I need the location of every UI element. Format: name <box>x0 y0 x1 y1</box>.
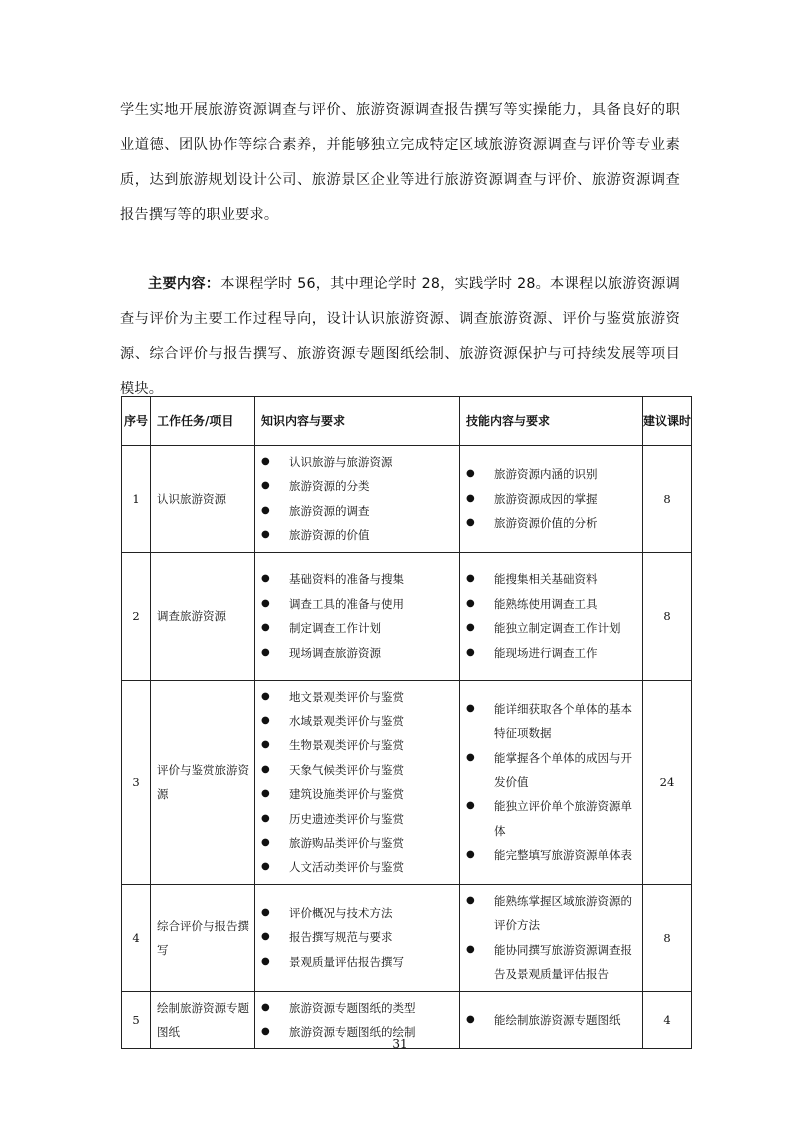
knowledge-item: ● 历史遗迹类评价与鉴赏 <box>261 807 459 831</box>
intro-paragraph: 学生实地开展旅游资源调查与评价、旅游资源调查报告撰写等实操能力，具备良好的职业道德、团队协作等综合素养，并能够独立完成特定区域旅游资源调查与评价等专业素质，达到旅游规划设计公司、旅游景区企业等进行旅游资源调查与评价、旅游资源调查报告撰写等的职业要求。 <box>120 102 680 223</box>
row-task: 认识旅游资源 <box>151 446 255 553</box>
table-header-row <box>122 397 692 446</box>
row-task: 绘制旅游资源专题图纸 <box>151 991 255 1049</box>
course-modules-table <box>121 396 692 1049</box>
knowledge-item: ● 地文景观类评价与鉴赏 <box>261 685 459 709</box>
row-hours: 4 <box>643 991 692 1049</box>
row-skills <box>460 446 643 553</box>
knowledge-item: ● 景观质量评估报告撰写 <box>261 950 459 974</box>
row-skills <box>460 884 643 991</box>
row-hours: 8 <box>643 884 692 991</box>
skill-item: ● 能详细获取各个单体的基本特征项数据 <box>466 697 642 746</box>
row-task: 评价与鉴赏旅游资源 <box>151 680 255 884</box>
row-knowledge <box>255 884 460 991</box>
knowledge-item: ● 旅游资源专题图纸的绘制 <box>261 1020 459 1044</box>
main-content-paragraph <box>120 267 680 407</box>
knowledge-item: ● 旅游资源专题图纸的类型 <box>261 996 459 1020</box>
main-content-text: 本课程学时 56，其中理论学时 28，实践学时 28。本课程以旅游资源调查与评价为主要工作过程导向，设计认识旅游资源、调查旅游资源、评价与鉴赏旅游资源、综合评价与报告撰写、旅游资源专题图纸绘制、旅游资源保护与可持续发展等项目模块。 <box>120 276 680 397</box>
row-num: 5 <box>122 991 151 1049</box>
header-task: 工作任务/项目 <box>151 397 255 446</box>
knowledge-item: ● 天象气候类评价与鉴赏 <box>261 758 459 782</box>
skill-item: ● 能协同撰写旅游资源调查报告及景观质量评估报告 <box>466 938 642 987</box>
skill-item: ● 能绘制旅游资源专题图纸 <box>466 1008 642 1032</box>
knowledge-item: ● 旅游资源的分类 <box>261 474 459 498</box>
table-row <box>122 446 692 553</box>
skill-item: ● 能熟练掌握区域旅游资源的评价方法 <box>466 889 642 938</box>
knowledge-item: ● 现场调查旅游资源 <box>261 641 459 665</box>
row-num: 2 <box>122 552 151 680</box>
skill-item: ● 旅游资源成因的掌握 <box>466 487 642 511</box>
knowledge-item: ● 旅游资源的调查 <box>261 499 459 523</box>
skill-item: ● 旅游资源内涵的识别 <box>466 462 642 486</box>
main-content-label: 主要内容： <box>148 276 221 292</box>
header-skills: 技能内容与要求 <box>460 397 643 446</box>
row-knowledge <box>255 680 460 884</box>
row-skills <box>460 552 643 680</box>
knowledge-item: ● 旅游购品类评价与鉴赏 <box>261 831 459 855</box>
knowledge-item: ● 基础资料的准备与搜集 <box>261 567 459 591</box>
skill-item: ● 能搜集相关基础资料 <box>466 567 642 591</box>
row-task: 综合评价与报告撰写 <box>151 884 255 991</box>
header-hours: 建议课时 <box>643 397 692 446</box>
row-num: 1 <box>122 446 151 553</box>
row-hours: 8 <box>643 446 692 553</box>
row-num: 3 <box>122 680 151 884</box>
knowledge-item: ● 制定调查工作计划 <box>261 616 459 640</box>
table-row <box>122 680 692 884</box>
skill-item: ● 能熟练使用调查工具 <box>466 592 642 616</box>
knowledge-item: ● 水域景观类评价与鉴赏 <box>261 709 459 733</box>
row-knowledge <box>255 552 460 680</box>
knowledge-item: ● 认识旅游与旅游资源 <box>261 450 459 474</box>
knowledge-item: ● 生物景观类评价与鉴赏 <box>261 733 459 757</box>
row-hours: 8 <box>643 552 692 680</box>
skill-item: ● 能独立评价单个旅游资源单体 <box>466 794 642 843</box>
row-hours: 24 <box>643 680 692 884</box>
table-row <box>122 884 692 991</box>
skill-item: ● 能现场进行调查工作 <box>466 641 642 665</box>
knowledge-item: ● 建筑设施类评价与鉴赏 <box>261 782 459 806</box>
knowledge-item: ● 调查工具的准备与使用 <box>261 592 459 616</box>
skill-item: ● 能完整填写旅游资源单体表 <box>466 843 642 867</box>
skill-item: ● 能掌握各个单体的成因与开发价值 <box>466 746 642 795</box>
row-knowledge <box>255 446 460 553</box>
header-num: 序号 <box>122 397 151 446</box>
skill-item: ● 旅游资源价值的分析 <box>466 511 642 535</box>
knowledge-item: ● 人文活动类评价与鉴赏 <box>261 855 459 879</box>
table-row <box>122 552 692 680</box>
knowledge-item: ● 报告撰写规范与要求 <box>261 925 459 949</box>
knowledge-item: ● 评价概况与技术方法 <box>261 901 459 925</box>
page-number: 31 <box>392 1037 408 1051</box>
row-skills <box>460 680 643 884</box>
knowledge-item: ● 旅游资源的价值 <box>261 523 459 547</box>
row-num: 4 <box>122 884 151 991</box>
header-knowledge: 知识内容与要求 <box>255 397 460 446</box>
row-task: 调查旅游资源 <box>151 552 255 680</box>
skill-item: ● 能独立制定调查工作计划 <box>466 616 642 640</box>
